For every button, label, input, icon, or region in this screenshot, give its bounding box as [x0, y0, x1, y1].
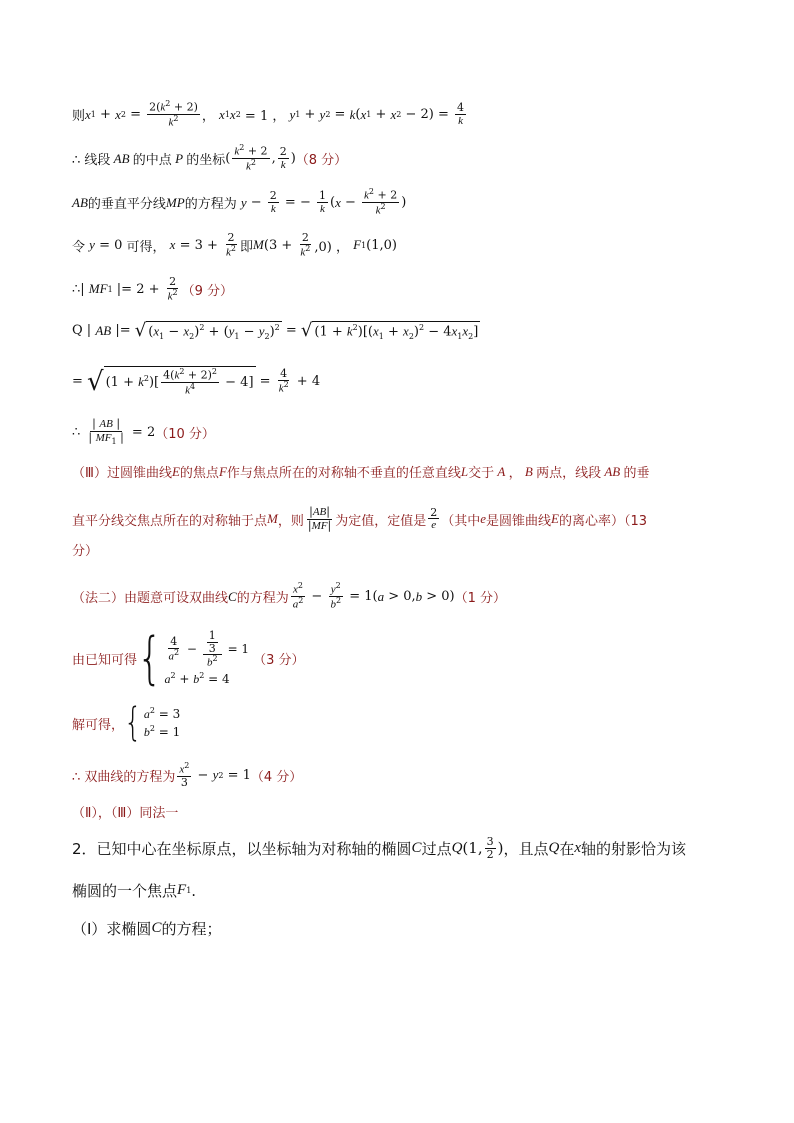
text: 为定值，定值是: [335, 513, 427, 529]
text: 交于: [468, 466, 495, 481]
line-15: ∴ 双曲线的方程为 $\frac{x^2}{3}$ − y 2 = 1 （4 分）: [72, 761, 303, 790]
line-4: 令 y = 0 可得， x = 3 + $\frac{2}{k^2}$ 即 M (3 + $\frac{2}{k^2}$ ,0) ， F 1 (1,0): [72, 231, 397, 259]
question-2-part-1: （Ⅰ）求椭圆 C 的方程；: [72, 920, 222, 938]
text: （Ⅲ）过圆锥曲线: [72, 466, 172, 481]
text: 直平分线交焦点所在的对称轴于点: [72, 513, 268, 529]
line-13: 由已知可得 { $\frac{4}{a^2}$ − $\frac{\frac{1}{3}}{b^2}$ = 1 $a^2 + b^2 = 4$ （3 分）: [72, 626, 305, 691]
text: ∴ 双曲线的方程为: [72, 769, 176, 785]
question-2-line-2: 椭圆的一个焦点 F 1 .: [72, 881, 197, 900]
line-12: （法二）由题意可设双曲线 C 的方程为 $\frac{x^2}{a^2}$ − $\frac{y^2}{b^2}$ = 1( a > 0, b > 0) （1 分）: [72, 581, 507, 611]
score-label: （9 分）: [181, 283, 234, 299]
text: 则: [72, 109, 86, 125]
text: 的中点: [132, 153, 172, 169]
score-label: （10 分）: [155, 426, 215, 442]
text: （法二）由题意可设双曲线: [72, 591, 229, 607]
text: （其中: [441, 513, 481, 529]
text: .: [191, 881, 197, 900]
text: （Ⅰ）求椭圆: [72, 920, 152, 938]
text: 可得，: [126, 239, 166, 255]
score-label: （8 分）: [295, 153, 348, 169]
text: 的方程为: [236, 591, 289, 607]
line-5: ∴| MF 1 |= 2 + $\frac{2}{k^2}$ （9 分）: [72, 275, 234, 303]
text: 分）: [72, 544, 99, 559]
line-7: = √ $(1 + k^2)$[ $\frac{4(k^2 + 2)^2}{k^4}$ − 4] = $\frac{4}{k^2}$ + 4: [72, 366, 321, 397]
text: 即: [240, 239, 254, 255]
text: 椭圆的一个焦点: [72, 882, 178, 900]
line-8: ∴ $\frac{| AB |}{| MF_1 |}$ = 2 （10 分）: [72, 417, 215, 446]
text: 的坐标: [186, 153, 226, 169]
text: 两点，线段: [536, 466, 602, 481]
score-label: （1 分）: [454, 591, 507, 607]
text: 由已知可得: [72, 653, 138, 669]
text: 在: [559, 839, 575, 858]
text: （Ⅱ），（Ⅲ）同法一: [72, 806, 179, 821]
text: 是圆锥曲线: [486, 513, 552, 529]
text: 的垂直平分线: [87, 197, 166, 213]
text: 过点: [421, 839, 452, 858]
text: ，则: [277, 513, 304, 529]
text: 作与焦点所在的对称轴不垂直的任意直线: [226, 466, 461, 481]
text: 的垂: [623, 466, 650, 481]
score-label: （4 分）: [250, 769, 303, 785]
line-2: ∴ 线段 AB 的中点 P 的坐标 ( $\frac{k^2 + 2}{k^2}$ , $\frac{2}{k}$ ) （8 分）: [72, 143, 348, 173]
line-14: 解可得， { $a^2 = 3$ $b^2 = 1$: [72, 699, 181, 746]
line-9: （Ⅲ）过圆锥曲线 E 的焦点 F 作与焦点所在的对称轴不垂直的任意直线 L 交于 A ， B 两点，线段 AB 的垂: [72, 463, 650, 481]
line-3: AB 的垂直平分线 MP 的方程为 y − $\frac{2}{k}$ = − $\frac{1}{k}$ ( x − $\frac{k^2 + 2}{k^2}$ ): [72, 187, 407, 217]
text: 的离心率）（13: [558, 513, 648, 529]
text: 解可得，: [72, 717, 125, 733]
line-1: 则 x 1 + x 2 = $\frac{2(k^2 + 2)}{k^2}$ ， x 1 x 2 = 1 ， y 1 + y 2 = k ( x 1 + x 2 − 2) = $\frac{4}{k}$: [72, 99, 465, 129]
line-6: Q | AB |= √ $(x_1 - x_2)^2 + (y_1 - y_2)^2$ = √ $(1 + k^2)[(x_1 + x_2)^2 - 4x_1x_2]$: [72, 320, 479, 341]
text: 令: [72, 239, 86, 255]
text: ，且点: [503, 839, 549, 858]
question-2-line-1: 2．已知中心在坐标原点，以坐标轴为对称轴的椭圆 C 过点 Q (1, $\frac{3}{2}$ ) ，且点 Q 在 x 轴的射影恰为该: [72, 835, 687, 861]
line-11: [72, 540, 98, 559]
text: ∴ 线段: [72, 153, 111, 169]
text: 轴的射影恰为该: [581, 839, 687, 858]
score-label: （3 分）: [253, 653, 305, 669]
text: 2．已知中心在坐标原点，以坐标轴为对称轴的椭圆: [72, 839, 412, 858]
text: 的焦点: [179, 466, 219, 481]
text: 的方程为: [184, 197, 237, 213]
text: 的方程；: [161, 920, 222, 938]
line-16: [72, 802, 178, 821]
line-10: 直平分线交焦点所在的对称轴于点 M ，则 $\frac{|AB|}{|MF|}$ 为定值，定值是 $\frac{2}{e}$ （其中 e 是圆锥曲线 E 的离心率）（13: [72, 505, 648, 532]
